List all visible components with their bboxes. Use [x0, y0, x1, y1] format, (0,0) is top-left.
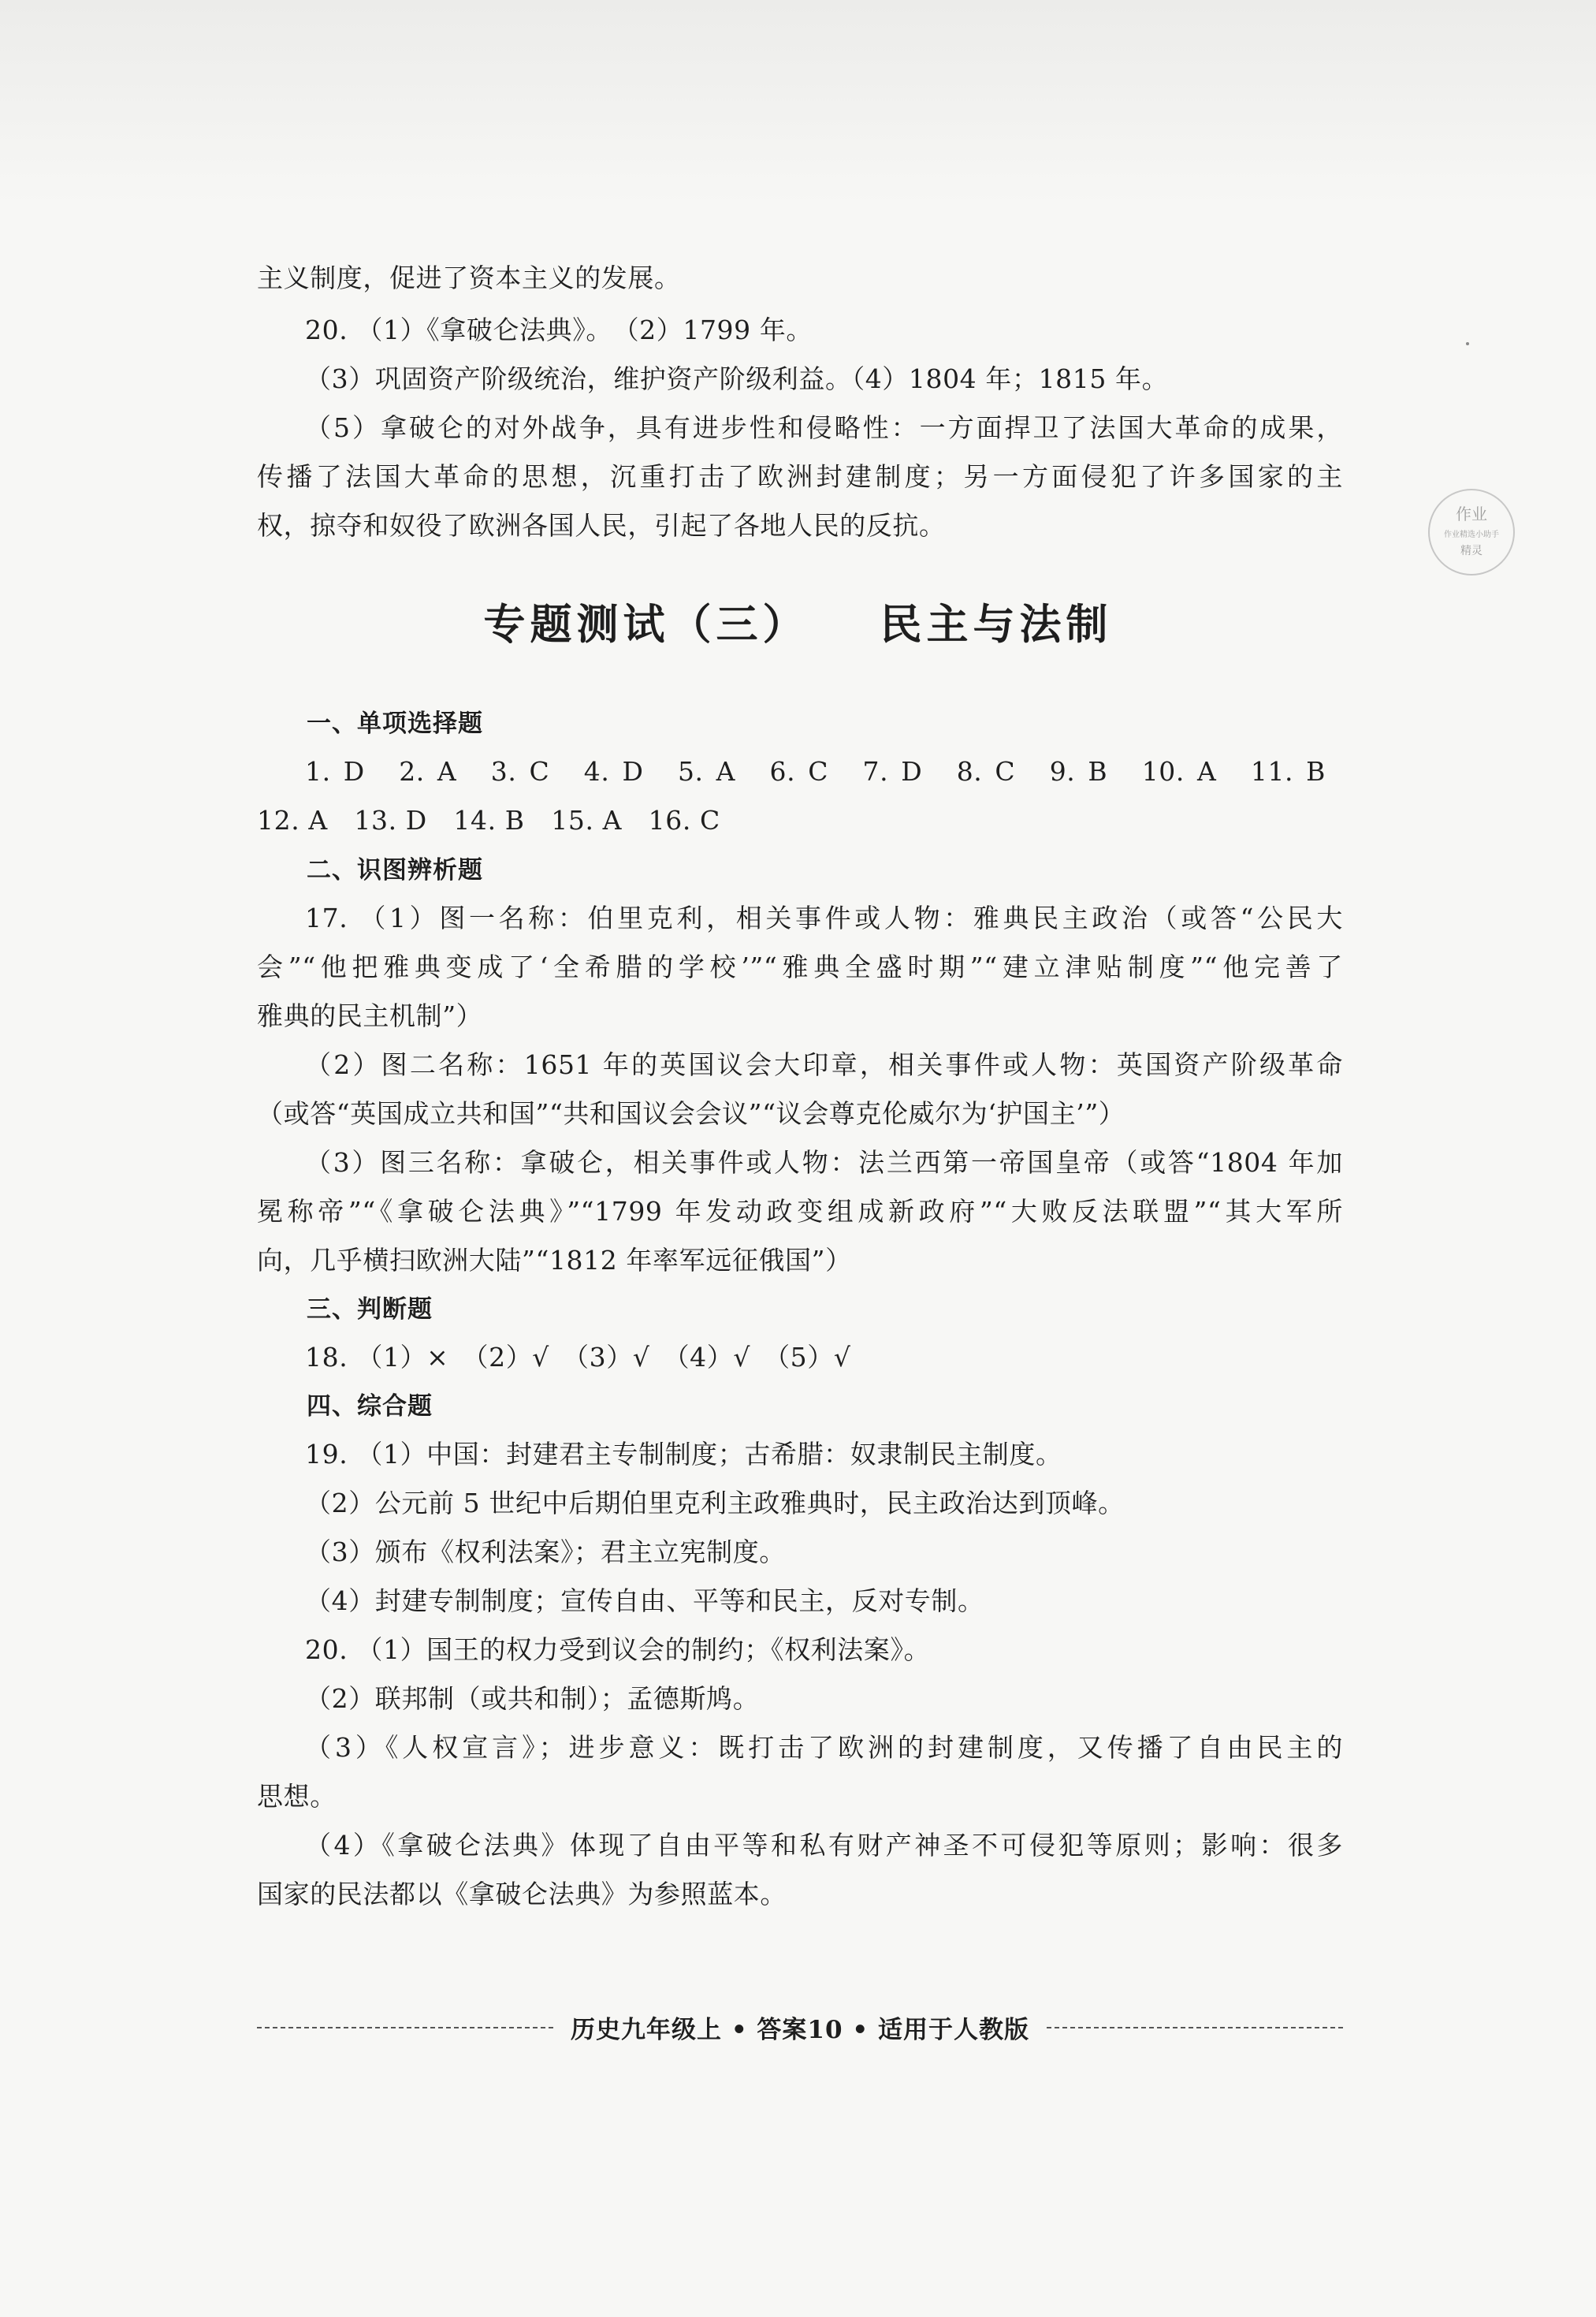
answer-line: 权，掠夺和奴役了欧洲各国人民，引起了各地人民的反抗。	[257, 510, 946, 541]
answer-line: 20. （1）国王的权力受到议会的制约；《权利法案》。	[305, 1634, 931, 1665]
answer-line: 主义制度，促进了资本主义的发展。	[257, 263, 681, 293]
answer-line: （5）拿破仑的对外战争，具有进步性和侵略性：一方面捍卫了法国大革命的成果，	[305, 412, 1343, 443]
section-heading: 二、识图辨析题	[307, 856, 483, 885]
answer-line: 19. （1）中国：封建君主专制制度；古希腊：奴隶制民主制度。	[305, 1439, 1062, 1470]
answer-line: （2）联邦制（或共和制）；孟德斯鸠。	[305, 1683, 760, 1714]
page-footer	[257, 2010, 1343, 2045]
page-shade	[0, 0, 1596, 205]
watermark-stamp-icon: 作业 作业精选小助手 精灵	[1428, 489, 1515, 576]
section-heading: 一、单项选择题	[307, 710, 483, 738]
scan-speck	[1466, 342, 1469, 345]
answer-line: （3）图三名称：拿破仑，相关事件或人物：法兰西第一帝国皇帝（或答“1804 年加	[305, 1147, 1343, 1178]
answer-line: 思想。	[257, 1781, 337, 1812]
answer-line: 20. （1）《拿破仑法典》。 （2）1799 年。	[305, 315, 813, 345]
section-title	[0, 598, 1596, 653]
answer-line: 向，几乎横扫欧洲大陆”“1812 年率军远征俄国”）	[257, 1245, 852, 1276]
answer-line: 传播了法国大革命的思想，沉重打击了欧洲封建制度；另一方面侵犯了许多国家的主	[257, 461, 1343, 492]
answer-line: 冕称帝”“《拿破仑法典》”“1799 年发动政变组成新政府”“大败反法联盟”“其大军所	[257, 1196, 1343, 1227]
answer-line: 17. （1）图一名称：伯里克利，相关事件或人物：雅典民主政治（或答“公民大	[305, 903, 1343, 933]
footer-dashes-left	[257, 2027, 553, 2028]
answer-line: （4）《拿破仑法典》体现了自由平等和私有财产神圣不可侵犯等原则；影响：很多	[305, 1830, 1343, 1861]
answer-line: 1. D 2. A 3. C 4. D 5. A 6. C 7. D 8. C 9. B 10. A 11. B	[305, 756, 1326, 787]
section-title-left: 专题测试（三）	[483, 601, 809, 649]
footer-dashes-right	[1047, 2027, 1343, 2028]
answer-line: （3）巩固资产阶级统治，维护资产阶级利益。（4）1804 年；1815 年。	[305, 363, 1169, 394]
answer-line: 国家的民法都以《拿破仑法典》为参照蓝本。	[257, 1879, 787, 1909]
answer-line: 18. （1）× （2）√ （3）√ （4）√ （5）√	[305, 1342, 851, 1373]
answer-line: （3）《人权宣言》；进步意义：既打击了欧洲的封建制度，又传播了自由民主的	[305, 1732, 1343, 1763]
answer-line: 雅典的民主机制”）	[257, 1000, 483, 1031]
answer-line: （2）公元前 5 世纪中后期伯里克利主政雅典时，民主政治达到顶峰。	[305, 1488, 1125, 1518]
answer-line: （2）图二名称：1651 年的英国议会大印章，相关事件或人物：英国资产阶级革命	[305, 1049, 1343, 1080]
answer-line: （4）封建专制制度；宣传自由、平等和民主，反对专制。	[305, 1585, 984, 1616]
answer-line: （3）颁布《权利法案》；君主立宪制度。	[305, 1537, 786, 1567]
section-heading: 三、判断题	[307, 1295, 433, 1324]
section-title-right: 民主与法制	[880, 601, 1113, 649]
answer-line: （或答“英国成立共和国”“共和国议会会议”“议会尊克伦威尔为‘护国主’”）	[257, 1098, 1125, 1129]
section-heading: 四、综合题	[307, 1392, 433, 1421]
answer-line: 会”“他把雅典变成了‘全希腊的学校’”“雅典全盛时期”“建立津贴制度”“他完善了	[257, 952, 1343, 982]
answer-line: 12. A 13. D 14. B 15. A 16. C	[257, 805, 720, 836]
footer-text: 历史九年级上 • 答案10 • 适用于人教版	[571, 2016, 1029, 2044]
